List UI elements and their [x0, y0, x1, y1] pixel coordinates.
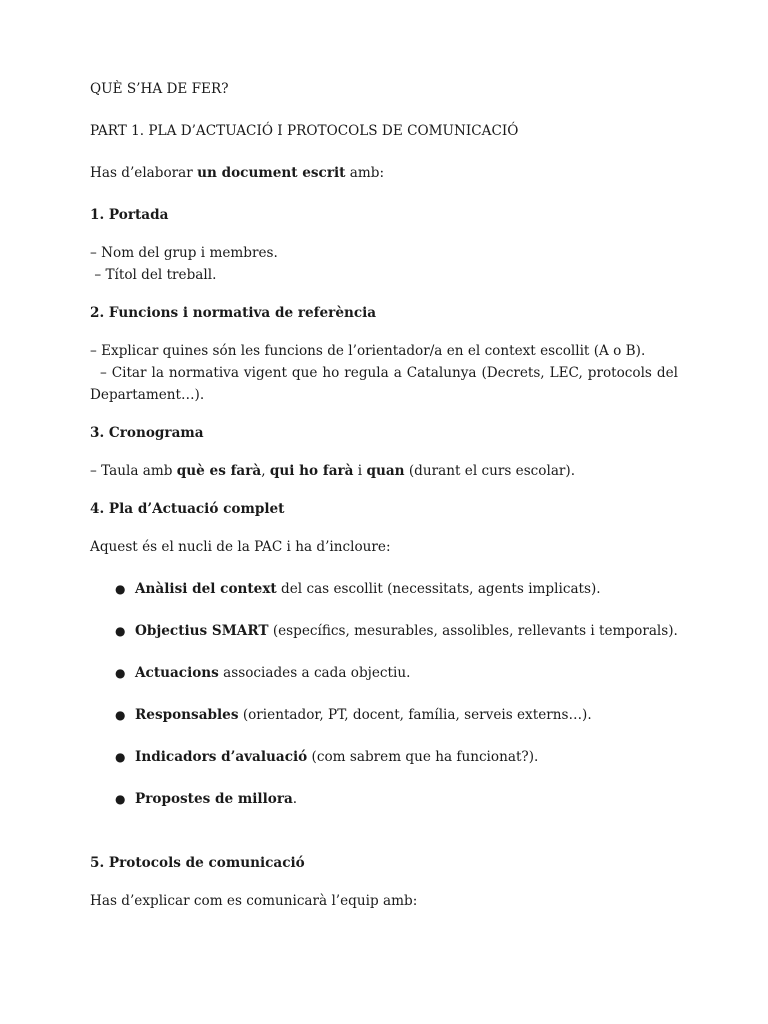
section-5-heading: 5. Protocols de comunicació: [90, 855, 305, 871]
list-item: [90, 662, 678, 684]
bullet-icon: ●: [115, 708, 126, 722]
section-4-list: [90, 578, 678, 810]
section-2-line-2: – Citar la normativa vigent que ho regula a Catalunya (Decrets, LEC, protocols del Departament…).: [90, 365, 683, 403]
list-item-text: .: [292, 791, 298, 807]
list-item-bold: Actuacions: [135, 665, 219, 681]
bullet-icon: ●: [115, 666, 126, 680]
list-item-text: (específics, mesurables, assolibles, rellevants i temporals).: [268, 623, 678, 639]
list-item: [90, 578, 678, 600]
section-1-line-1: – Nom del grup i membres.: [90, 245, 278, 261]
s3-bold-when: quan: [366, 463, 405, 479]
page-title: QUÈ S’HA DE FER?: [90, 81, 229, 97]
s3-text-2: ,: [261, 463, 270, 479]
list-item: [90, 746, 678, 768]
list-item: [90, 788, 678, 810]
section-2-heading: 2. Funcions i normativa de referència: [90, 305, 377, 321]
list-item-bold: Anàlisi del context: [135, 581, 277, 597]
intro-paragraph: [90, 162, 678, 184]
list-item-bold: Responsables: [135, 707, 239, 723]
s3-bold-who: qui ho farà: [269, 463, 354, 479]
spacer: [90, 830, 678, 852]
list-item: [90, 620, 678, 642]
list-item-text: (orientador, PT, docent, família, serveis externs…).: [238, 707, 592, 723]
intro-text-post: amb:: [345, 165, 385, 181]
list-item-bold: Objectius SMART: [135, 623, 269, 639]
list-item-text: (com sabrem que ha funcionat?).: [307, 749, 539, 765]
section-2-line-1: – Explicar quines són les funcions de l’orientador/a en el context escollit (A o B).: [90, 343, 646, 359]
intro-text-pre: Has d’elaborar: [90, 165, 198, 181]
section-1-line-2: – Títol del treball.: [90, 267, 217, 283]
list-item-bold: Propostes de millora: [135, 791, 293, 807]
bullet-icon: ●: [115, 792, 126, 806]
part1-heading: PART 1. PLA D’ACTUACIÓ I PROTOCOLS DE COMUNICACIÓ: [90, 123, 519, 139]
section-3-heading: 3. Cronograma: [90, 425, 204, 441]
bullet-icon: ●: [115, 624, 126, 638]
bullet-icon: ●: [115, 582, 126, 596]
s3-text-4: (durant el curs escolar).: [404, 463, 576, 479]
s3-text-1: – Taula amb: [90, 463, 177, 479]
section-4-heading: 4. Pla d’Actuació complet: [90, 501, 285, 517]
section-5-intro: Has d’explicar com es comunicarà l’equip amb:: [90, 893, 418, 909]
list-item-bold: Indicadors d’avaluació: [135, 749, 308, 765]
intro-text-bold: un document escrit: [197, 165, 346, 181]
s3-text-3: i: [353, 463, 367, 479]
list-item-text: del cas escollit (necessitats, agents implicats).: [276, 581, 601, 597]
list-item-text: associades a cada objectiu.: [218, 665, 411, 681]
section-3-line: [90, 460, 678, 482]
s3-bold-what: què es farà: [176, 463, 262, 479]
section-4-intro: Aquest és el nucli de la PAC i ha d’incloure:: [90, 539, 391, 555]
list-item: [90, 704, 678, 726]
section-1-heading: 1. Portada: [90, 207, 169, 223]
bullet-icon: ●: [115, 750, 126, 764]
